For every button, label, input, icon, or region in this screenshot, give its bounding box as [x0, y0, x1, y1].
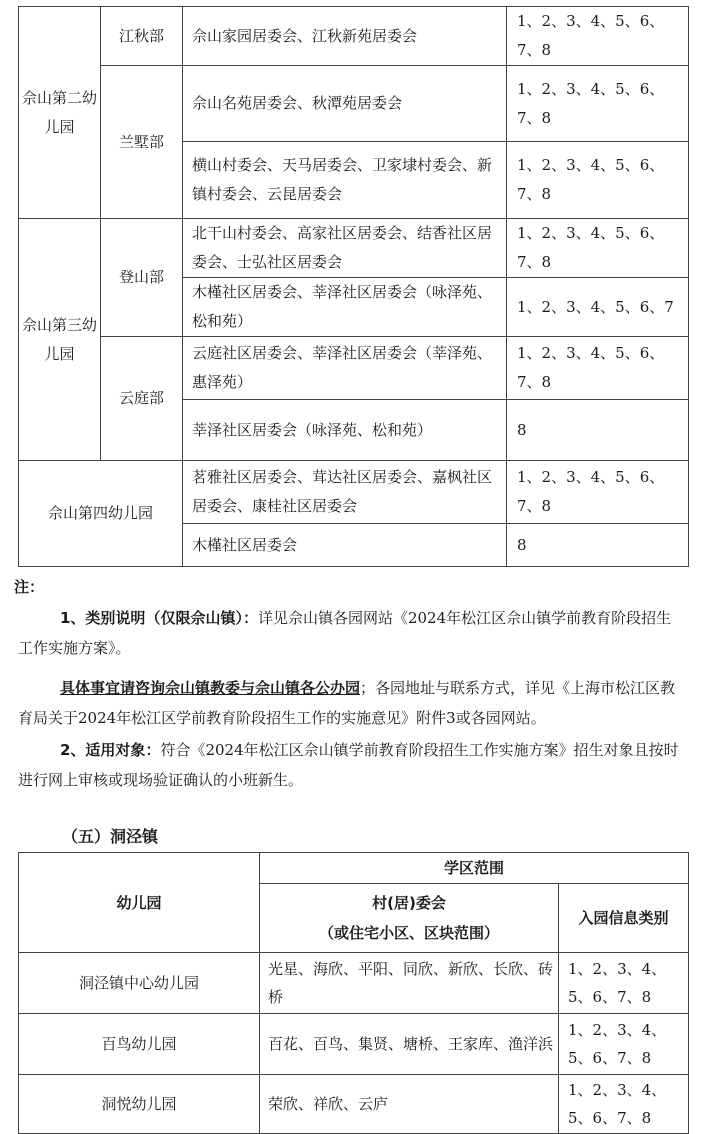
header-area — [260, 884, 559, 953]
note-consult — [18, 673, 686, 733]
kindergarten-cell: 百鸟幼儿园 — [19, 1014, 260, 1075]
area-cell: 佘山家园居委会、江秋新苑居委会 — [183, 7, 507, 66]
header-category: 入园信息类别 — [559, 884, 689, 953]
table-row — [19, 337, 689, 400]
table-row — [19, 953, 689, 1014]
area-cell: 横山村委会、天马居委会、卫家埭村委会、新镇村委会、云昆居委会 — [183, 142, 507, 219]
header-area-line1: 村(居)委会 — [372, 894, 446, 912]
sheshan-district-table — [18, 6, 689, 567]
category-cell: 1、2、3、4、5、6、7、8 — [507, 219, 689, 278]
area-cell: 云庭社区居委会、莘泽社区居委会（莘泽苑、惠泽苑） — [183, 337, 507, 400]
branch-cell: 登山部 — [101, 219, 183, 337]
table-row — [19, 1014, 689, 1075]
area-cell: 光星、海欣、平阳、同欣、新欣、长欣、砖桥 — [260, 953, 559, 1014]
area-cell: 茗雅社区居委会、茸达社区居委会、嘉枫社区居委会、康桂社区居委会 — [183, 461, 507, 524]
category-cell: 1、2、3、4、5、6、7、8 — [507, 461, 689, 524]
table-row — [19, 461, 689, 524]
note-item-1-title: 1、类别说明（仅限佘山镇）： — [60, 609, 258, 627]
branch-cell: 江秋部 — [101, 7, 183, 66]
category-cell: 1、2、3、4、5、6、7、8 — [507, 142, 689, 219]
area-cell: 北干山村委会、高家社区居委会、结香社区居委会、士弘社区居委会 — [183, 219, 507, 278]
area-cell: 木槿社区居委会 — [183, 524, 507, 567]
note-item-2 — [18, 735, 686, 795]
note-item-1 — [18, 603, 686, 663]
table-row — [19, 1075, 689, 1134]
table-row — [19, 66, 689, 142]
area-cell: 百花、百鸟、集贤、塘桥、王家库、渔洋浜 — [260, 1014, 559, 1075]
category-cell: 1、2、3、4、5、6、7、8 — [507, 337, 689, 400]
area-cell: 莘泽社区居委会（咏泽苑、松和苑） — [183, 400, 507, 461]
header-kindergarten: 幼儿园 — [19, 853, 260, 953]
kindergarten-cell: 洞泾镇中心幼儿园 — [19, 953, 260, 1014]
category-cell: 1、2、3、4、5、6、7、8 — [559, 953, 689, 1014]
category-cell: 1、2、3、4、5、6、7 — [507, 278, 689, 337]
area-cell: 木槿社区居委会、莘泽社区居委会（咏泽苑、松和苑） — [183, 278, 507, 337]
category-cell: 1、2、3、4、5、6、7、8 — [559, 1075, 689, 1134]
kindergarten-cell: 佘山第四幼儿园 — [19, 461, 183, 567]
note-label: 注： — [14, 578, 45, 596]
table-row — [19, 7, 689, 66]
kindergarten-cell: 佘山第二幼儿园 — [19, 7, 101, 219]
category-cell: 8 — [507, 524, 689, 567]
header-area-line2: （或住宅小区、区块范围） — [318, 924, 499, 942]
kindergarten-cell: 洞悦幼儿园 — [19, 1075, 260, 1134]
area-cell: 佘山名苑居委会、秋潭苑居委会 — [183, 66, 507, 142]
dongjing-district-table — [18, 852, 689, 1134]
note-item-2-title: 2、适用对象： — [60, 741, 161, 759]
category-cell: 1、2、3、4、5、6、7、8 — [507, 66, 689, 142]
header-district: 学区范围 — [260, 853, 689, 884]
category-cell: 8 — [507, 400, 689, 461]
table-row — [19, 219, 689, 278]
category-cell: 1、2、3、4、5、6、7、8 — [559, 1014, 689, 1075]
area-cell: 荣欣、祥欣、云庐 — [260, 1075, 559, 1134]
category-cell: 1、2、3、4、5、6、7、8 — [507, 7, 689, 66]
table-header-row — [19, 853, 689, 884]
section-title: （五）洞泾镇 — [62, 827, 159, 846]
note-consult-text: ；各园地址与联系方式，详见《上海市松江区教育局关于2024年松江区学前教育阶段招生工作的实施意见》附件3或各园网站。 — [18, 679, 676, 727]
kindergarten-cell: 佘山第三幼儿园 — [19, 219, 101, 461]
branch-cell: 云庭部 — [101, 337, 183, 461]
note-item-1-text: 详见佘山镇各园网站《2024年松江区佘山镇学前教育阶段招生工作实施方案》。 — [18, 609, 672, 657]
branch-cell: 兰墅部 — [101, 66, 183, 219]
note-item-2-text: 符合《2024年松江区佘山镇学前教育阶段招生工作实施方案》招生对象且按时进行网上审核或现场验证确认的小班新生。 — [18, 741, 679, 789]
note-consult-title: 具体事宜请咨询佘山镇教委与佘山镇各公办园 — [60, 679, 361, 697]
